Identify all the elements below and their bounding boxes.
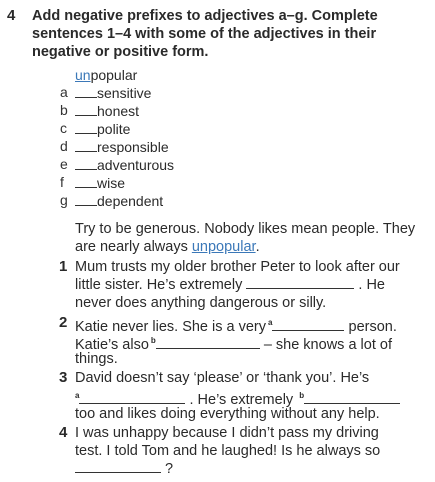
adjective-word: wise — [97, 175, 126, 191]
answer-blank[interactable] — [75, 139, 97, 152]
sentence-text: person. — [348, 319, 397, 335]
blank-marker: a — [75, 391, 80, 400]
adjective-word: polite — [97, 121, 131, 137]
example-sentence-line-2 — [75, 238, 260, 256]
example-sentence-line-1: Try to be generous. Nobody likes mean people. They — [75, 221, 416, 237]
sentence-text: ? — [165, 461, 174, 477]
answer-blank[interactable] — [75, 175, 97, 188]
list-item — [75, 174, 125, 192]
list-item-letter: c — [60, 120, 67, 136]
list-item — [75, 102, 139, 120]
example-prefix: un — [75, 67, 91, 83]
answer-blank[interactable] — [304, 391, 400, 404]
sentence-text: . He’s extremely — [189, 392, 294, 408]
sentence-text: – she knows a lot of — [263, 337, 392, 353]
answer-blank[interactable] — [246, 276, 354, 289]
sentence-text: . He — [358, 277, 385, 293]
example-sentence-text: are nearly always — [75, 239, 192, 255]
sentence-3-line-1: David doesn’t say ‘please’ or ‘thank you’. He’s — [75, 370, 370, 386]
adjective-word: dependent — [97, 193, 164, 209]
list-item — [75, 138, 169, 156]
sentence-2-line-3: things. — [75, 351, 118, 367]
sentence-text: little sister. He’s extremely — [75, 277, 243, 293]
list-item-letter: g — [60, 192, 68, 208]
example-answer: unpopular — [191, 239, 256, 255]
answer-blank[interactable] — [75, 157, 97, 170]
sentence-text: Katie never lies. She is a very — [75, 319, 267, 335]
blank-marker: a — [268, 318, 273, 327]
list-item-letter: d — [60, 138, 68, 154]
sentence-number: 1 — [59, 258, 68, 275]
sentence-2-line-2 — [75, 332, 392, 354]
sentence-text: Katie’s also — [75, 337, 149, 353]
example-sentence-end: . — [255, 239, 260, 255]
sentence-1-line-2 — [75, 276, 385, 294]
adjective-word: honest — [97, 103, 140, 119]
answer-blank[interactable] — [75, 193, 97, 206]
list-item — [75, 192, 163, 210]
sentence-1-line-3: never does anything dangerous or silly. — [75, 295, 327, 311]
list-item — [75, 84, 151, 102]
list-item — [75, 156, 174, 174]
adjective-word: adventurous — [97, 157, 175, 173]
answer-blank[interactable] — [272, 318, 344, 331]
sentence-number: 3 — [59, 369, 68, 386]
instruction-line-2: sentences 1–4 with some of the adjectives in their — [32, 26, 377, 42]
answer-blank[interactable] — [75, 103, 97, 116]
answer-blank[interactable] — [75, 85, 97, 98]
list-item-letter: b — [60, 102, 68, 118]
instruction-line-3: negative or positive form. — [32, 44, 209, 60]
example-word — [75, 66, 137, 84]
exercise-number: 4 — [7, 7, 16, 24]
answer-blank[interactable] — [75, 121, 97, 134]
answer-blank[interactable] — [156, 336, 260, 349]
instruction-line-1: Add negative prefixes to adjectives a–g. Complete — [32, 8, 378, 24]
blank-marker: b — [299, 391, 305, 400]
list-item — [75, 120, 130, 138]
sentence-3-line-3: too and likes doing everything without any help. — [75, 406, 380, 422]
sentence-4-line-1: I was unhappy because I didn’t pass my driving — [75, 425, 379, 441]
list-item-letter: e — [60, 156, 68, 172]
sentence-number: 2 — [59, 314, 68, 331]
list-item-letter: a — [60, 84, 68, 100]
list-item-letter: f — [60, 174, 64, 190]
answer-blank[interactable] — [75, 460, 161, 473]
answer-blank[interactable] — [79, 391, 185, 404]
blank-marker: b — [150, 336, 156, 345]
sentence-1-line-1: Mum trusts my older brother Peter to look after our — [75, 259, 400, 275]
sentence-4-line-3 — [75, 460, 173, 478]
adjective-word: responsible — [97, 139, 169, 155]
sentence-number: 4 — [59, 424, 68, 441]
adjective-word: sensitive — [97, 85, 152, 101]
sentence-4-line-2: test. I told Tom and he laughed! Is he always so — [75, 443, 381, 459]
example-stem: popular — [90, 67, 138, 83]
